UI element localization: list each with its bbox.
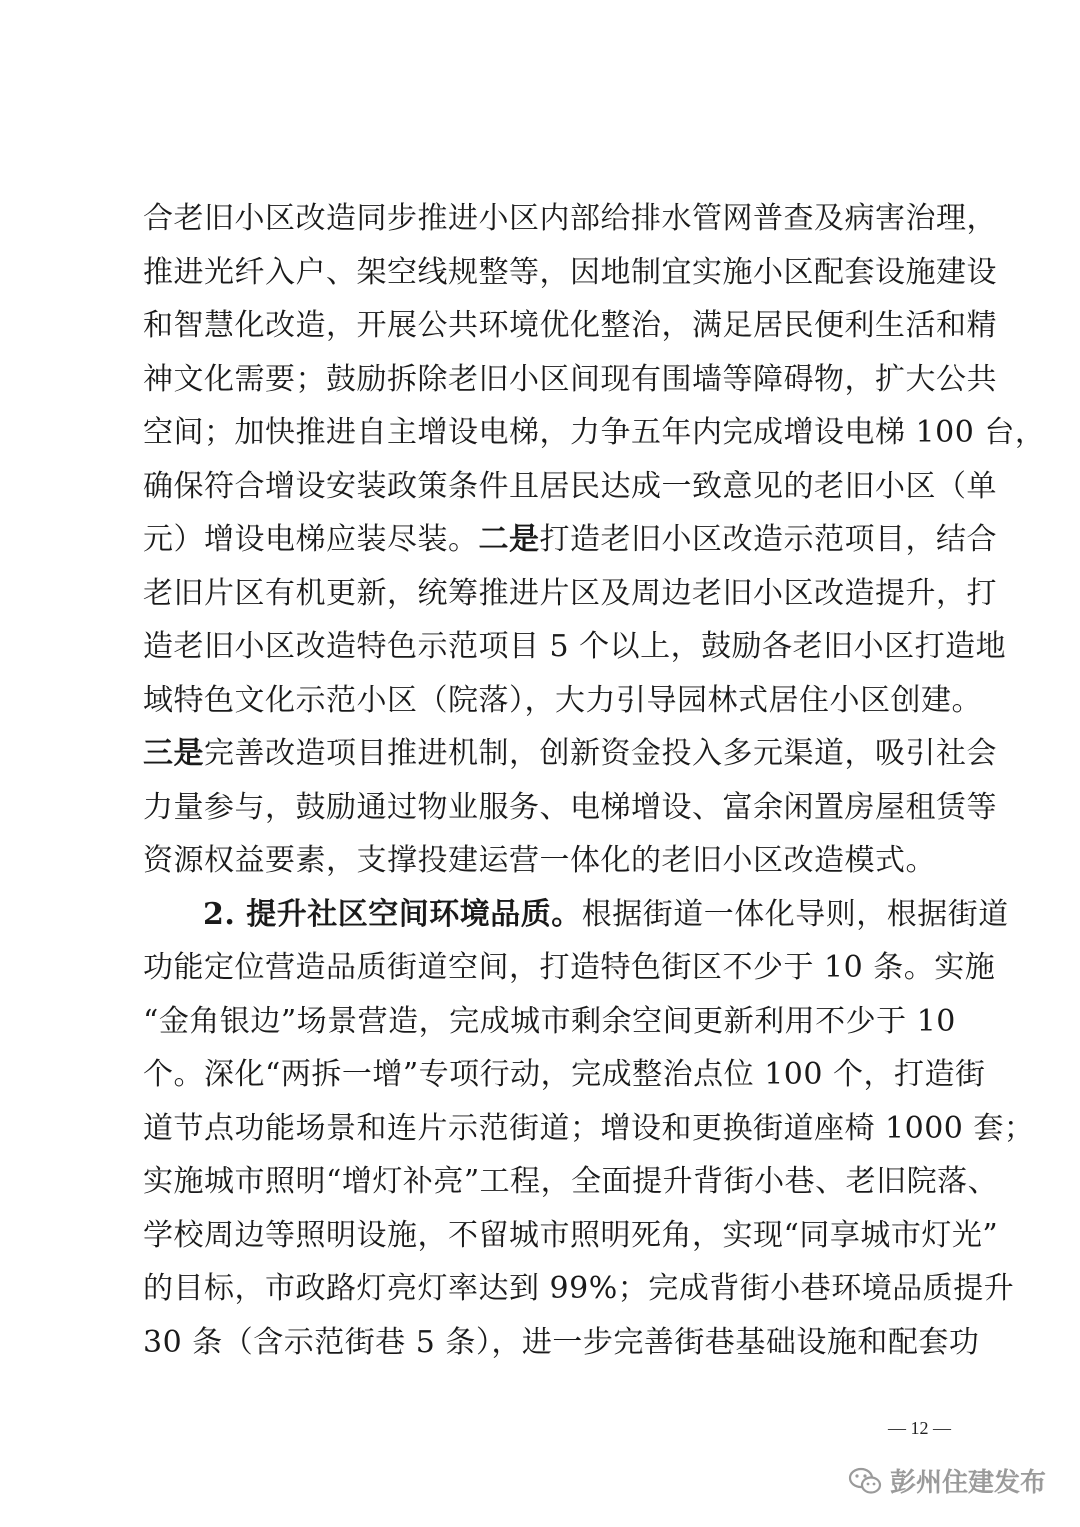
text-line: 道节点功能场景和连片示范街道；增设和更换街道座椅 1000 套； [143,1110,1035,1146]
text-line: 功能定位营造品质街道空间，打造特色街区不少于 10 条。实施 [143,950,996,985]
watermark-text: 彭州住建发布 [890,1468,1047,1498]
text-line: “金角银边”场景营造，完成城市剩余空间更新利用不少于 10 [143,1003,956,1039]
text-segment: 完善改造项目推进机制，创新资金投入多元渠道，吸引社会 [204,736,997,771]
text-segment: 元）增设电梯应装尽装。 [143,522,479,557]
wechat-icon [848,1466,882,1496]
text-line: 空间；加快推进自主增设电梯，力争五年内完成增设电梯 100 台， [143,415,1046,450]
text-line: 资源权益要素，支撑投建运营一体化的老旧小区改造模式。 [143,843,936,878]
text-line: 推进光纤入户、架空线规整等，因地制宜实施小区配套设施建设 [143,254,997,290]
text-line [143,888,1009,942]
text-line: 个。深化“两拆一增”专项行动，完成整治点位 100 个，打造街 [143,1057,986,1092]
text-line: 的目标，市政路灯亮灯率达到 99%；完成背街小巷环境品质提升 [143,1271,1015,1306]
text-line: 学校周边等照明设施，不留城市照明死角，实现“同享城市灯光” [143,1217,999,1253]
text-line: 合老旧小区改造同步推进小区内部给排水管网普查及病害治理， [143,201,997,236]
body-text [143,192,1046,1369]
marker-second: 二是 [478,522,540,557]
text-line [143,727,997,781]
text-line [143,513,997,567]
text-line: 实施城市照明“增灯补亮”工程，全面提升背街小巷、老旧院落、 [143,1164,999,1199]
text-line: 确保符合增设安装政策条件且居民达成一致意见的老旧小区（单 [143,468,997,504]
page-number: — 12 — [888,1418,951,1438]
text-line: 老旧片区有机更新，统筹推进片区及周边老旧小区改造提升，打 [143,575,997,611]
section-heading: 2. 提升社区空间环境品质。 [203,896,582,932]
text-line: 30 条（含示范街巷 5 条），进一步完善街巷基础设施和配套功 [143,1324,980,1360]
text-line: 造老旧小区改造特色示范项目 5 个以上，鼓励各老旧小区打造地 [143,629,1007,664]
text-line: 和智慧化改造，开展公共环境优化整治，满足居民便利生活和精 [143,308,997,343]
text-line: 力量参与，鼓励通过物业服务、电梯增设、富余闲置房屋租赁等 [143,789,997,825]
watermark [848,1462,1046,1499]
text-line: 域特色文化示范小区（院落），大力引导园林式居住小区创建。 [143,682,982,718]
text-segment: 根据街道一体化导则，根据街道 [581,896,1009,932]
text-line: 神文化需要；鼓励拆除老旧小区间现有围墙等障碍物，扩大公共 [143,361,997,397]
text-segment: 打造老旧小区改造示范项目，结合 [539,522,997,557]
marker-third: 三是 [143,736,204,771]
